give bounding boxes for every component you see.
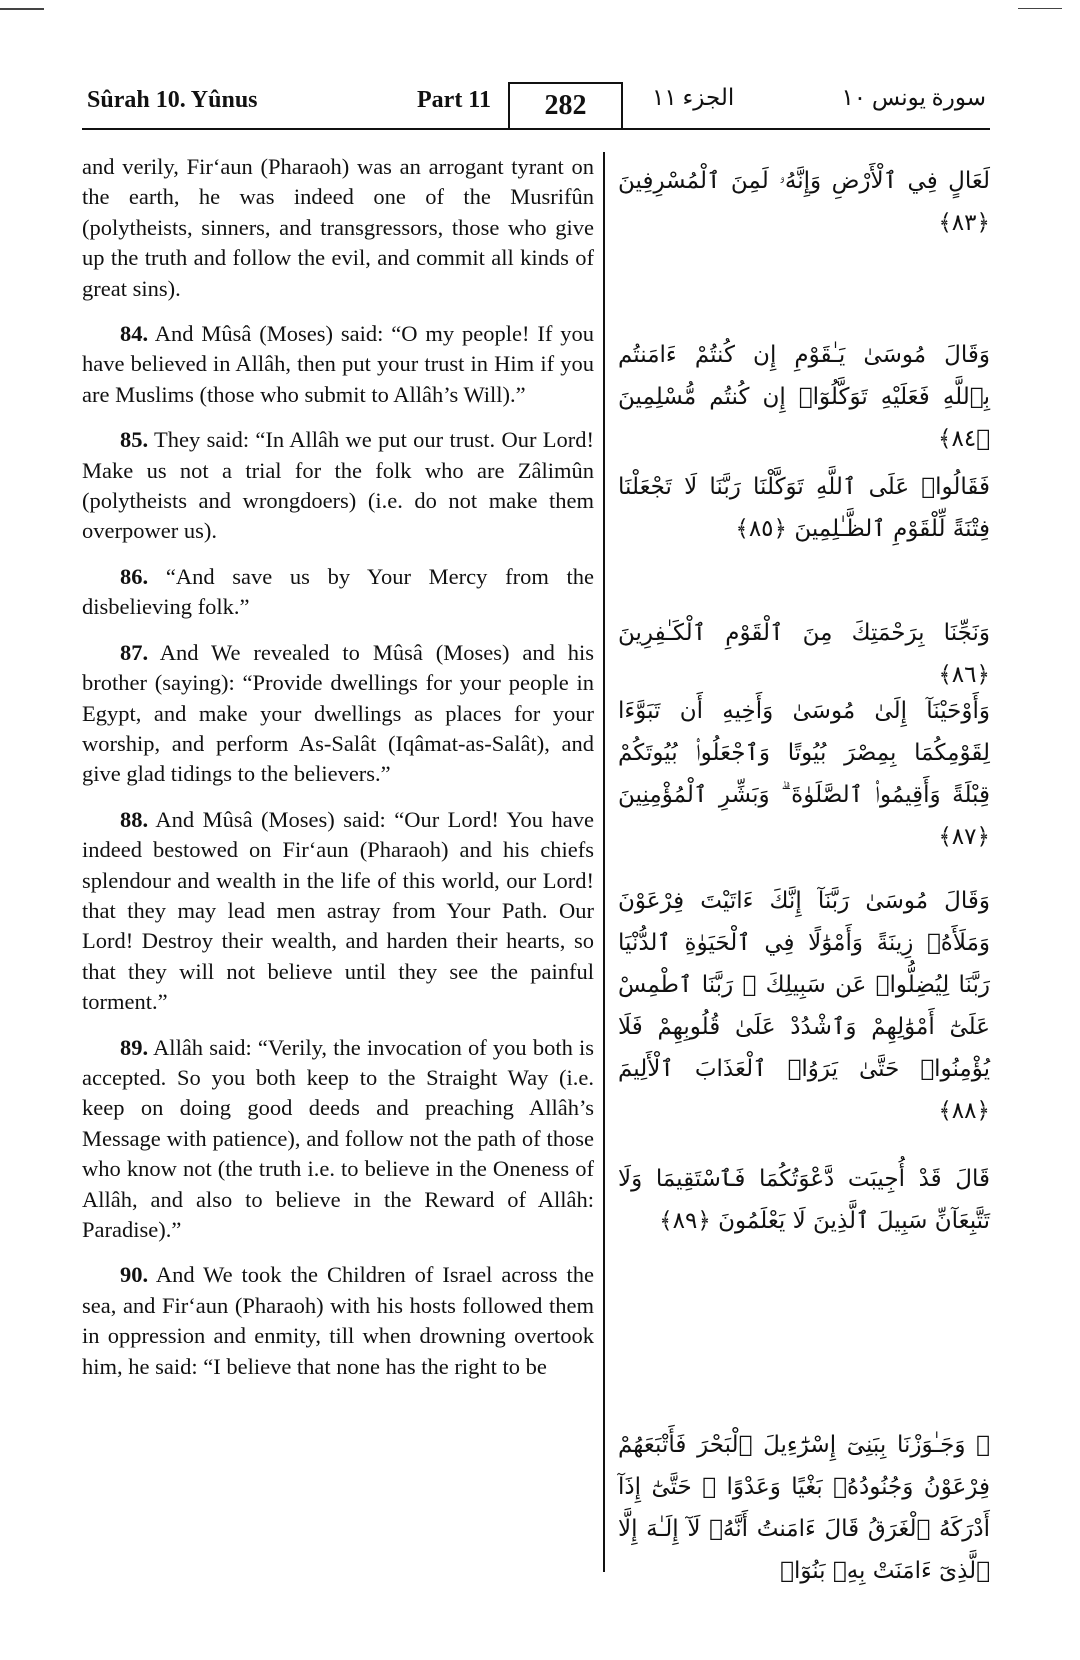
arabic-verse-83: لَعَالٍ فِي ٱلْأَرْضِ وَإِنَّهُۥ لَمِنَ ٱلْمُسْرِفِينَ ﴿٨٣﴾ bbox=[618, 168, 990, 236]
page-number: 282 bbox=[508, 82, 623, 128]
arabic-verse-90: ۞ وَجَـٰوَزْنَا بِبَنِىٓ إِسْرَٰٓءِيلَ ٱلْبَحْرَ فَأَتْبَعَهُمْ فِرْعَوْنُ وَجُنُودُهُۥ بَغْيًا وَعَدْوًا ۖ حَتَّىٰٓ إِذَآ أَدْرَكَهُ ٱلْغَرَقُ قَالَ ءَامَنتُ أَنَّهُۥ لَآ إِلَـٰهَ إِلَّا ٱلَّذِىٓ ءَامَنَتْ بِهِۦ بَنُوٓا۟ bbox=[618, 1432, 990, 1584]
verse-number: 87. bbox=[120, 639, 149, 665]
verse-88 bbox=[82, 805, 594, 1018]
verse-text: And Mûsâ (Moses) said: “O my people! If you have believed in Allâh, then put your trust in Him if you are Muslims (those who submit to Allâh’s Will).” bbox=[82, 321, 594, 407]
verse-text: And Mûsâ (Moses) said: “Our Lord! You have indeed bestowed on Fir‘aun (Pharaoh) and his chiefs splendour and wealth in the life of this world, our Lord! that they may lead men astray from Your Path. Our Lord! Destroy their wealth, and harden their hearts, so that they will not believe until they see the painful torment.” bbox=[82, 806, 594, 1015]
column-divider bbox=[603, 152, 605, 1572]
verse-text: “And save us by Your Mercy from the disbelieving folk.” bbox=[82, 563, 595, 620]
verse-89 bbox=[82, 1033, 594, 1246]
part-label-en: Part 11 bbox=[417, 87, 491, 113]
scan-artifact-line bbox=[1018, 8, 1062, 9]
verse-text: Allâh said: “Verily, the invocation of you both is accepted. So you both keep to the Straight Way (i.e. keep on doing good deeds and preaching Allâh’s Message with patience), and follow not the path of those who know not (the truth i.e. to believe in the Oneness of Allâh, and also to believe in the Reward of Allâh: Paradise).” bbox=[82, 1034, 594, 1242]
surah-title-en: Sûrah 10. Yûnus bbox=[87, 87, 258, 113]
arabic-verse-89: قَالَ قَدْ أُجِيبَت دَّعْوَتُكُمَا فَٱسْتَقِيمَا وَلَا تَتَّبِعَآنِّ سَبِيلَ ٱلَّذِينَ لَا يَعْلَمُونَ ﴿٨٩﴾ bbox=[618, 1166, 990, 1234]
verse-number: 84. bbox=[120, 321, 149, 347]
verse-number: 90. bbox=[120, 1262, 149, 1288]
verse-number: 89. bbox=[120, 1034, 149, 1060]
verse-text: And We revealed to Mûsâ (Moses) and his brother (saying): “Provide dwellings for your people in Egypt, and make your dwellings as places for your worship, and perform As-Salât (Iqâmat-as-Salât), and give glad tidings to the believers.” bbox=[82, 639, 594, 787]
arabic-verse-87: وَأَوْحَيْنَآ إِلَىٰ مُوسَىٰ وَأَخِيهِ أَن تَبَوَّءَا لِقَوْمِكُمَا بِمِصْرَ بُيُوتًا وَٱجْعَلُوا۟ بُيُوتَكُمْ قِبْلَةً وَأَقِيمُوا۟ ٱلصَّلَوٰةَ ۗ وَبَشِّرِ ٱلْمُؤْمِنِينَ ﴿٨٧﴾ bbox=[618, 698, 990, 850]
verse-text: And We took the Children of Israel across the sea, and Fir‘aun (Pharaoh) with his hosts followed them in oppression and enmity, till when drowning overtook him, he said: “I believe that none has the right to be bbox=[82, 1262, 594, 1379]
verse-87 bbox=[82, 638, 594, 790]
english-translation-column bbox=[82, 152, 594, 1397]
verse-85 bbox=[82, 425, 594, 547]
scan-artifact-line bbox=[0, 8, 44, 10]
surah-title-ar: سورة يونس ١٠ bbox=[841, 85, 986, 110]
verse-text: They said: “In Allâh we put our trust. Our Lord! Make us not a trial for the folk who are Zâlimûn (polytheists and wrongdoers) (i.e. do not make them overpower us). bbox=[82, 427, 594, 544]
arabic-verse-84: وَقَالَ مُوسَىٰ يَـٰقَوْمِ إِن كُنتُمْ ءَامَنتُم بِٱللَّهِ فَعَلَيْهِ تَوَكَّلُوٓا۟ إِن كُنتُم مُّسْلِمِينَ ﴿٨٤﴾ bbox=[618, 342, 990, 452]
verse-number: 85. bbox=[120, 427, 149, 453]
arabic-verse-85: فَقَالُوا۟ عَلَى ٱللَّهِ تَوَكَّلْنَا رَبَّنَا لَا تَجْعَلْنَا فِتْنَةً لِّلْقَوْمِ ٱلظَّـٰلِمِينَ ﴿٨٥﴾ bbox=[618, 474, 990, 542]
verse-86 bbox=[82, 562, 594, 623]
verse-84 bbox=[82, 319, 594, 410]
arabic-verse-86: وَنَجِّنَا بِرَحْمَتِكَ مِنَ ٱلْقَوْمِ ٱلْكَـٰفِرِينَ ﴿٨٦﴾ bbox=[618, 620, 990, 688]
verse-number: 86. bbox=[120, 563, 149, 589]
verse-number: 88. bbox=[120, 806, 149, 832]
arabic-verse-88: وَقَالَ مُوسَىٰ رَبَّنَآ إِنَّكَ ءَاتَيْتَ فِرْعَوْنَ وَمَلَأَهُۥ زِينَةً وَأَمْوَٰلًا فِي ٱلْحَيَوٰةِ ٱلدُّنْيَا رَبَّنَا لِيُضِلُّوا۟ عَن سَبِيلِكَ ۖ رَبَّنَا ٱطْمِسْ عَلَىٰٓ أَمْوَٰلِهِمْ وَٱشْدُدْ عَلَىٰ قُلُوبِهِمْ فَلَا يُؤْمِنُوا۟ حَتَّىٰ يَرَوُا۟ ٱلْعَذَابَ ٱلْأَلِيمَ ﴿٨٨﴾ bbox=[618, 888, 990, 1124]
page-header bbox=[82, 78, 990, 130]
verse-83-continuation: and verily, Fir‘aun (Pharaoh) was an arrogant tyrant on the earth, he was indeed one of the Musrifûn (polytheists, sinners, and transgressors, those who give up the truth and follow the evil, and commit all kinds of great sins). bbox=[82, 154, 594, 301]
verse-90 bbox=[82, 1260, 594, 1382]
part-label-ar: الجزء ١١ bbox=[652, 85, 735, 110]
